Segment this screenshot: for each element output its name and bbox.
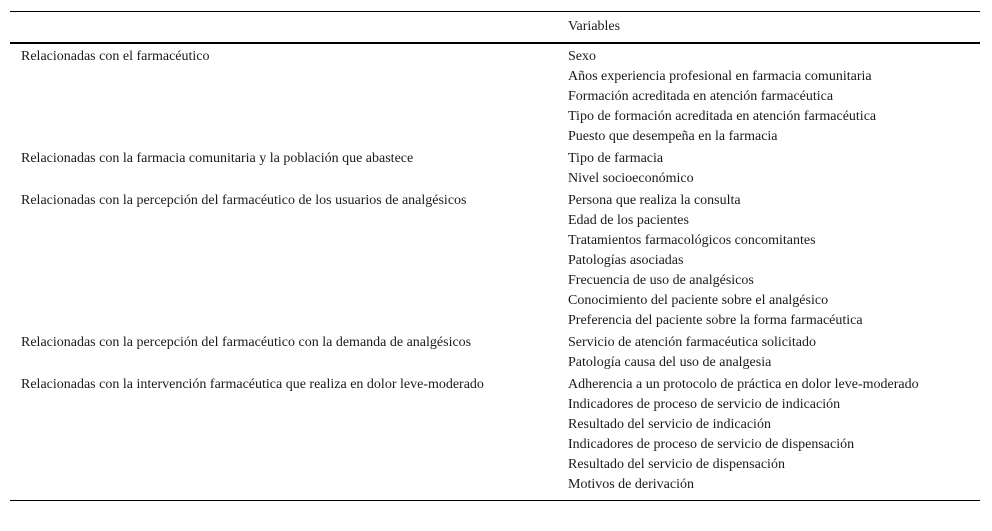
table-row [10, 43, 980, 147]
variable-item: Preferencia del paciente sobre la forma farmacéutica [568, 313, 863, 328]
variable-item: Años experiencia profesional en farmacia comunitaria [568, 69, 872, 84]
variable-item: Sexo [568, 49, 596, 64]
variables-table [10, 11, 980, 501]
category-cell: Relacionadas con la percepción del farmacéutico con la demanda de analgésicos [21, 335, 472, 350]
header-category [10, 12, 567, 44]
variable-item: Indicadores de proceso de servicio de indicación [568, 397, 841, 412]
variable-item: Patología causa del uso de analgesia [568, 355, 772, 370]
variable-item: Resultado del servicio de indicación [568, 417, 771, 432]
variable-item: Servicio de atención farmacéutica solicitado [568, 335, 817, 350]
table-body [10, 43, 980, 501]
header-row [10, 12, 980, 44]
variable-item: Motivos de derivación [568, 477, 694, 492]
variables-table-container [10, 11, 980, 501]
variable-item: Tipo de farmacia [568, 151, 664, 166]
variable-item: Resultado del servicio de dispensación [568, 457, 785, 472]
variables-cell [567, 373, 980, 501]
variable-item: Nivel socioeconómico [568, 171, 694, 186]
category-cell: Relacionadas con el farmacéutico [21, 49, 210, 64]
variable-item: Indicadores de proceso de servicio de dispensación [568, 437, 855, 452]
category-cell: Relacionadas con la percepción del farmacéutico de los usuarios de analgésicos [21, 193, 467, 208]
category-cell: Relacionadas con la intervención farmacéutica que realiza en dolor leve-moderado [21, 377, 484, 392]
table-row [10, 147, 980, 189]
variables-cell [567, 43, 980, 147]
variable-item: Formación acreditada en atención farmacéutica [568, 89, 834, 104]
variable-item: Puesto que desempeña en la farmacia [568, 129, 778, 144]
header-variables: Variables [568, 19, 621, 34]
variable-item: Persona que realiza la consulta [568, 193, 741, 208]
variables-cell [567, 189, 980, 331]
variable-item: Conocimiento del paciente sobre el analgésico [568, 293, 829, 308]
table-row [10, 373, 980, 501]
variable-item: Adherencia a un protocolo de práctica en dolor leve-moderado [568, 377, 919, 392]
category-cell: Relacionadas con la farmacia comunitaria y la población que abastece [21, 151, 414, 166]
variable-item: Tratamientos farmacológicos concomitantes [568, 233, 816, 248]
table-row [10, 331, 980, 373]
table-header [10, 12, 980, 44]
table-row [10, 189, 980, 331]
variable-item: Patologías asociadas [568, 253, 684, 268]
variable-item: Edad de los pacientes [568, 213, 689, 228]
variables-cell [567, 331, 980, 373]
variable-item: Frecuencia de uso de analgésicos [568, 273, 754, 288]
variables-cell [567, 147, 980, 189]
variable-item: Tipo de formación acreditada en atención farmacéutica [568, 109, 877, 124]
